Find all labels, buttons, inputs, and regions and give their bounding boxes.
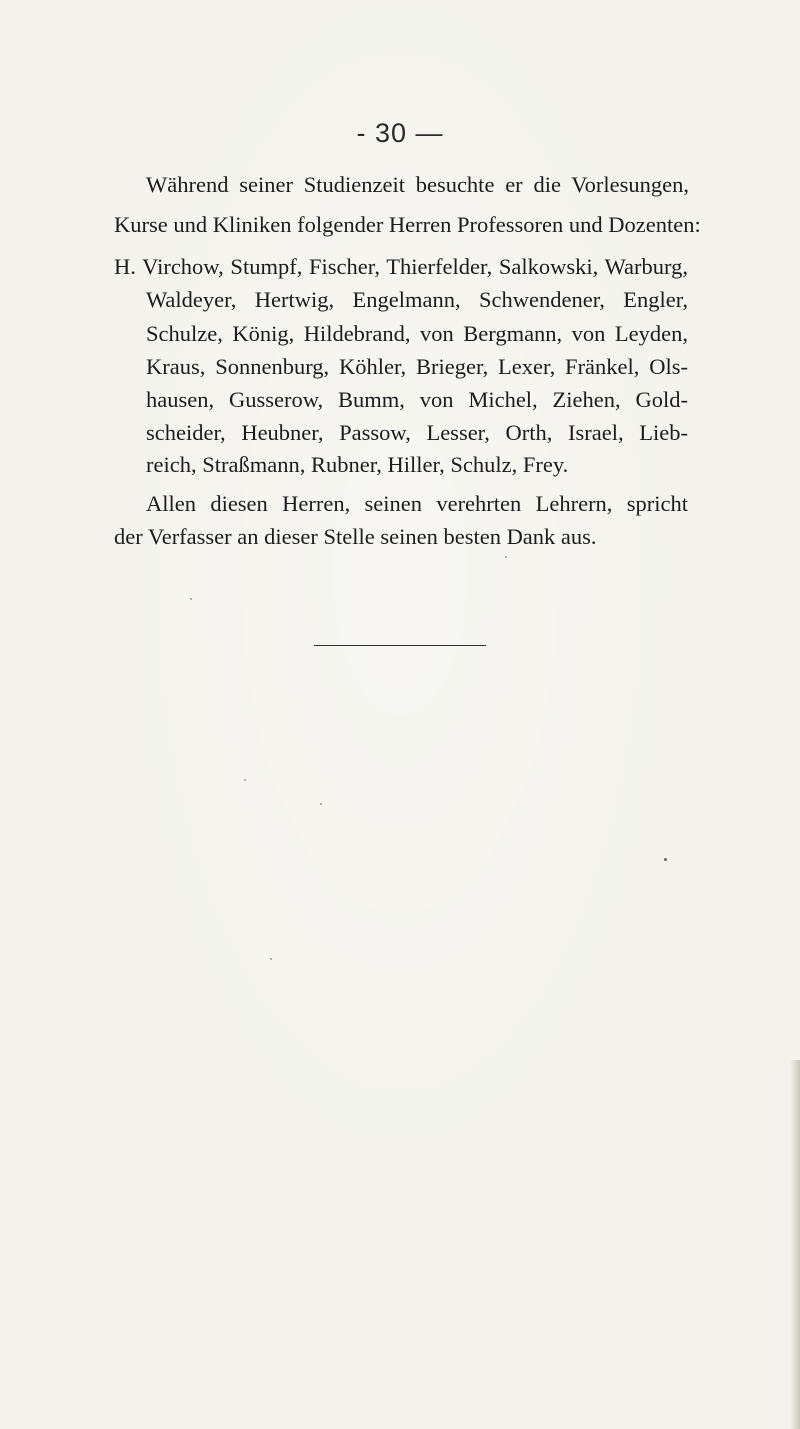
section-divider [314,645,486,646]
text-line: Waldeyer, Hertwig, Engelmann, Schwendener, Engler, [146,287,688,312]
text-line: Kurse und Kliniken folgender Herren Professoren und Dozenten: [114,212,701,237]
text-line: hausen, Gusserow, Bumm, von Michel, Ziehen, Gold- [146,387,688,412]
paper-speck [505,556,507,558]
paper-speck [190,598,192,600]
text-line: scheider, Heubner, Passow, Lesser, Orth, Israel, Lieb- [146,420,688,445]
page-edge-shadow [790,1060,800,1429]
text-line: Während seiner Studienzeit besuchte er die Vorlesungen, [146,172,689,197]
text-line: Allen diesen Herren, seinen verehrten Lehrern, spricht [146,491,688,516]
text-line: H. Virchow, Stumpf, Fischer, Thierfelder, Salkowski, Warburg, [114,254,688,279]
text-line: Schulze, König, Hildebrand, von Bergmann, von Leyden, [146,321,688,346]
page-number: - 30 — [356,118,444,148]
text-line: reich, Straßmann, Rubner, Hiller, Schulz, Frey. [146,452,569,477]
paper-speck [270,958,272,960]
text-line: Kraus, Sonnenburg, Köhler, Brieger, Lexer, Fränkel, Ols- [146,354,688,379]
paper-speck [320,803,322,805]
text-line: der Verfasser an dieser Stelle seinen besten Dank aus. [114,524,597,549]
paper-speck [244,779,246,781]
paper-speck [664,858,667,861]
